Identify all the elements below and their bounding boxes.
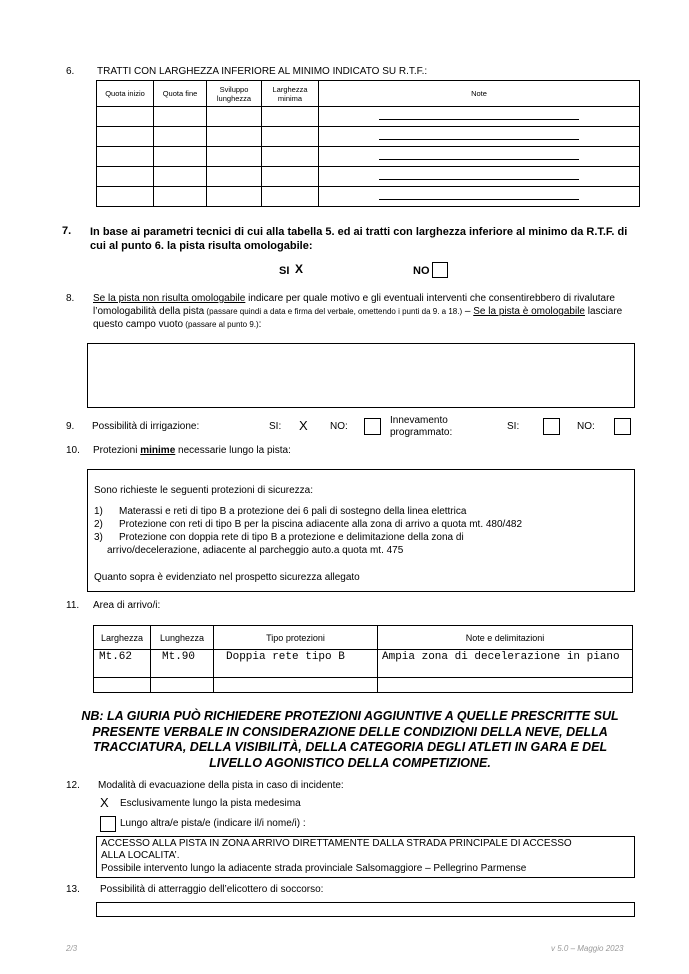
s12-opt1-label: Esclusivamente lungo la pista medesima — [120, 798, 301, 809]
table-cell[interactable] — [262, 187, 319, 207]
table-cell[interactable] — [151, 678, 214, 693]
table-cell[interactable] — [97, 187, 154, 207]
s12-label: Modalità di evacuazione della pista in caso di incidente: — [98, 780, 344, 791]
col-note-delimitazioni: Note e delimitazioni — [378, 626, 633, 650]
narrow-sections-table — [96, 80, 640, 207]
s13-number: 13. — [66, 884, 80, 895]
cell-larghezza[interactable]: Mt.62 — [94, 650, 151, 678]
col-quota-inizio: Quota inizio — [97, 81, 154, 107]
s10-label — [93, 445, 291, 456]
s10-item-2-num: 2) — [94, 519, 103, 530]
nb-line-1: NB: LA GIURIA PUÒ RICHIEDERE PROTEZIONI AGGIUNTIVE A QUELLE PRESCRITTE SUL — [81, 709, 619, 723]
s12-box-line-2: ALLA LOCALITA’. — [101, 850, 180, 861]
nb-line-3: TRACCIATURA, DELLA VISIBILITÀ, DELLA CATEGORIA DEGLI ATLETI IN GARA E DEL — [92, 740, 608, 754]
s9-label: Possibilità di irrigazione: — [92, 421, 200, 432]
s9-snow-si-label: SI: — [507, 421, 520, 432]
s7-no-checkbox[interactable] — [432, 262, 448, 278]
s10-item-2-text: Protezione con reti di tipo B per la piscina adiacente alla zona di arrivo a quota mt. 480/482 — [119, 519, 523, 530]
s13-label: Possibilità di atterraggio dell’elicottero di soccorso: — [100, 884, 324, 895]
cell-note-delimitazioni[interactable]: Ampia zona di decelerazione in piano — [378, 650, 633, 678]
s12-opt1-checkmark[interactable]: X — [100, 795, 109, 810]
s12-opt2-label: Lungo altra/e pista/e (indicare il/i nome/i) : — [120, 818, 306, 829]
s10-label-minime: minime — [140, 445, 176, 456]
s12-box-line-1: ACCESSO ALLA PISTA IN ZONA ARRIVO DIRETTAMENTE DALLA STRADA PRINCIPALE DI ACCESSO — [101, 838, 572, 849]
s11-title: Area di arrivo/i: — [93, 600, 161, 611]
s9-no-checkbox[interactable] — [364, 418, 381, 435]
table-cell[interactable] — [207, 127, 262, 147]
note-cell[interactable] — [319, 167, 640, 187]
s10-label-a: Protezioni — [93, 445, 141, 456]
col-note: Note — [319, 81, 640, 107]
note-cell[interactable] — [319, 147, 640, 167]
s10-item-1-text: Materassi e reti di tipo B a protezione dei 6 pali di sostegno della linea elettrica — [119, 506, 467, 517]
s8-note-a: (passare quindi a data e firma del verbale, omettendo i punti da 9. a 18.) — [204, 307, 463, 316]
s8-second: Se la pista è omologabile — [473, 306, 585, 317]
table-cell[interactable] — [97, 147, 154, 167]
table-cell[interactable] — [94, 678, 151, 693]
s8-text — [93, 292, 633, 331]
s10-item-3 — [94, 532, 464, 545]
s12-opt2-checkbox[interactable] — [100, 816, 116, 832]
s7-si-label: SI — [279, 265, 290, 277]
arrival-area-table — [93, 625, 633, 693]
s9-snow-no-checkbox[interactable] — [614, 418, 631, 435]
table-cell[interactable] — [207, 187, 262, 207]
s9-snow-si-checkbox[interactable] — [543, 418, 560, 435]
s9-number: 9. — [66, 421, 75, 432]
s10-item-2 — [94, 519, 523, 532]
table-cell[interactable] — [97, 107, 154, 127]
s10-item-3-cont: arrivo/decelerazione, adiacente al parcheggio auto.a quota mt. 475 — [107, 545, 404, 556]
col-larghezza: Larghezza minima — [262, 81, 319, 107]
table-cell[interactable] — [262, 107, 319, 127]
s10-protections-box[interactable] — [87, 469, 635, 592]
table-cell[interactable] — [378, 678, 633, 693]
s8-text-b: lasciare questo campo vuoto — [93, 306, 623, 330]
nb-line-2: PRESENTE VERBALE IN CONSIDERAZIONE DELLE CONDIZIONI DELLA NEVE, DELLA — [92, 724, 608, 739]
s10-intro: Sono richieste le seguenti protezioni di sicurezza: — [94, 485, 314, 496]
table-cell[interactable] — [154, 107, 207, 127]
s13-input-box[interactable] — [96, 902, 635, 917]
s12-number: 12. — [66, 780, 80, 791]
note-cell[interactable] — [319, 127, 640, 147]
s8-note-b: (passare al punto 9.) — [183, 320, 259, 329]
s10-item-1 — [94, 506, 467, 519]
s8-textarea[interactable] — [87, 343, 635, 408]
s7-no-label: NO — [413, 265, 430, 277]
s9-snow-no-label: NO: — [577, 421, 595, 432]
note-cell[interactable] — [319, 107, 640, 127]
s6-title: TRATTI CON LARGHEZZA INFERIORE AL MINIMO INDICATO SU R.T.F.: — [97, 66, 428, 77]
s6-number: 6. — [66, 66, 75, 77]
col-tipo-protezioni: Tipo protezioni — [214, 626, 378, 650]
s12-box-line-3: Possibile intervento lungo la adiacente strada provinciale Salsomaggiore – Pellegrino Parmense — [101, 863, 527, 874]
s8-number: 8. — [66, 293, 75, 304]
table-cell[interactable] — [207, 147, 262, 167]
table-cell[interactable] — [207, 107, 262, 127]
s10-label-c: necessarie lungo la pista: — [175, 445, 291, 456]
s12-evacuation-box[interactable] — [96, 836, 635, 878]
s10-item-1-num: 1) — [94, 506, 103, 517]
s8-end: : — [258, 319, 262, 330]
table-cell[interactable] — [262, 147, 319, 167]
s9-si-label: SI: — [269, 421, 282, 432]
table-cell[interactable] — [154, 147, 207, 167]
s10-number: 10. — [66, 445, 80, 456]
table-cell[interactable] — [154, 127, 207, 147]
cell-lunghezza[interactable]: Mt.90 — [151, 650, 214, 678]
s10-closing: Quanto sopra è evidenziato nel prospetto sicurezza allegato — [94, 572, 360, 583]
table-cell[interactable] — [97, 127, 154, 147]
version-label: v 5.0 – Maggio 2023 — [551, 944, 624, 953]
table-cell[interactable] — [214, 678, 378, 693]
s9-no-label: NO: — [330, 421, 348, 432]
s7-number: 7. — [62, 225, 72, 237]
s8-text-a: indicare per quale motivo e gli eventuali interventi che consentirebbero di rivalutare l’omologabilità della pista — [93, 293, 615, 317]
col-quota-fine: Quota fine — [154, 81, 207, 107]
col-lunghezza: Lunghezza — [151, 626, 214, 650]
col-sviluppo: Sviluppo lunghezza — [207, 81, 262, 107]
table-cell[interactable] — [154, 187, 207, 207]
s7-text: In base ai parametri tecnici di cui alla tabella 5. ed ai tratti con larghezza inferiore al minimo da R.T.F. di cui al punto 6. la pista risulta omologabile: — [90, 226, 628, 252]
s7-si-checkmark[interactable]: X — [295, 262, 304, 276]
cell-tipo-protezioni[interactable]: Doppia rete tipo B — [214, 650, 378, 678]
s8-lead: Se la pista non risulta omologabile — [93, 293, 246, 304]
nb-line-4: LIVELLO AGONISTICO DELLA COMPETIZIONE. — [209, 755, 491, 770]
s10-item-3-num: 3) — [94, 532, 103, 543]
note-cell[interactable] — [319, 187, 640, 207]
table-cell[interactable] — [154, 167, 207, 187]
s10-item-3-text: Protezione con doppia rete di tipo B a protezione e delimitazione della zona di — [119, 532, 464, 543]
table-cell[interactable] — [207, 167, 262, 187]
s8-dash: – — [462, 306, 474, 317]
table-cell[interactable] — [262, 127, 319, 147]
s9-si-checkmark[interactable]: X — [299, 418, 308, 433]
s9-snow-label: Innevamento programmato: — [390, 415, 453, 438]
table-cell[interactable] — [262, 167, 319, 187]
page-number: 2/3 — [66, 944, 78, 953]
nb-notice — [60, 709, 640, 771]
col-larghezza: Larghezza — [94, 626, 151, 650]
s11-number: 11. — [66, 600, 80, 611]
table-cell[interactable] — [97, 167, 154, 187]
